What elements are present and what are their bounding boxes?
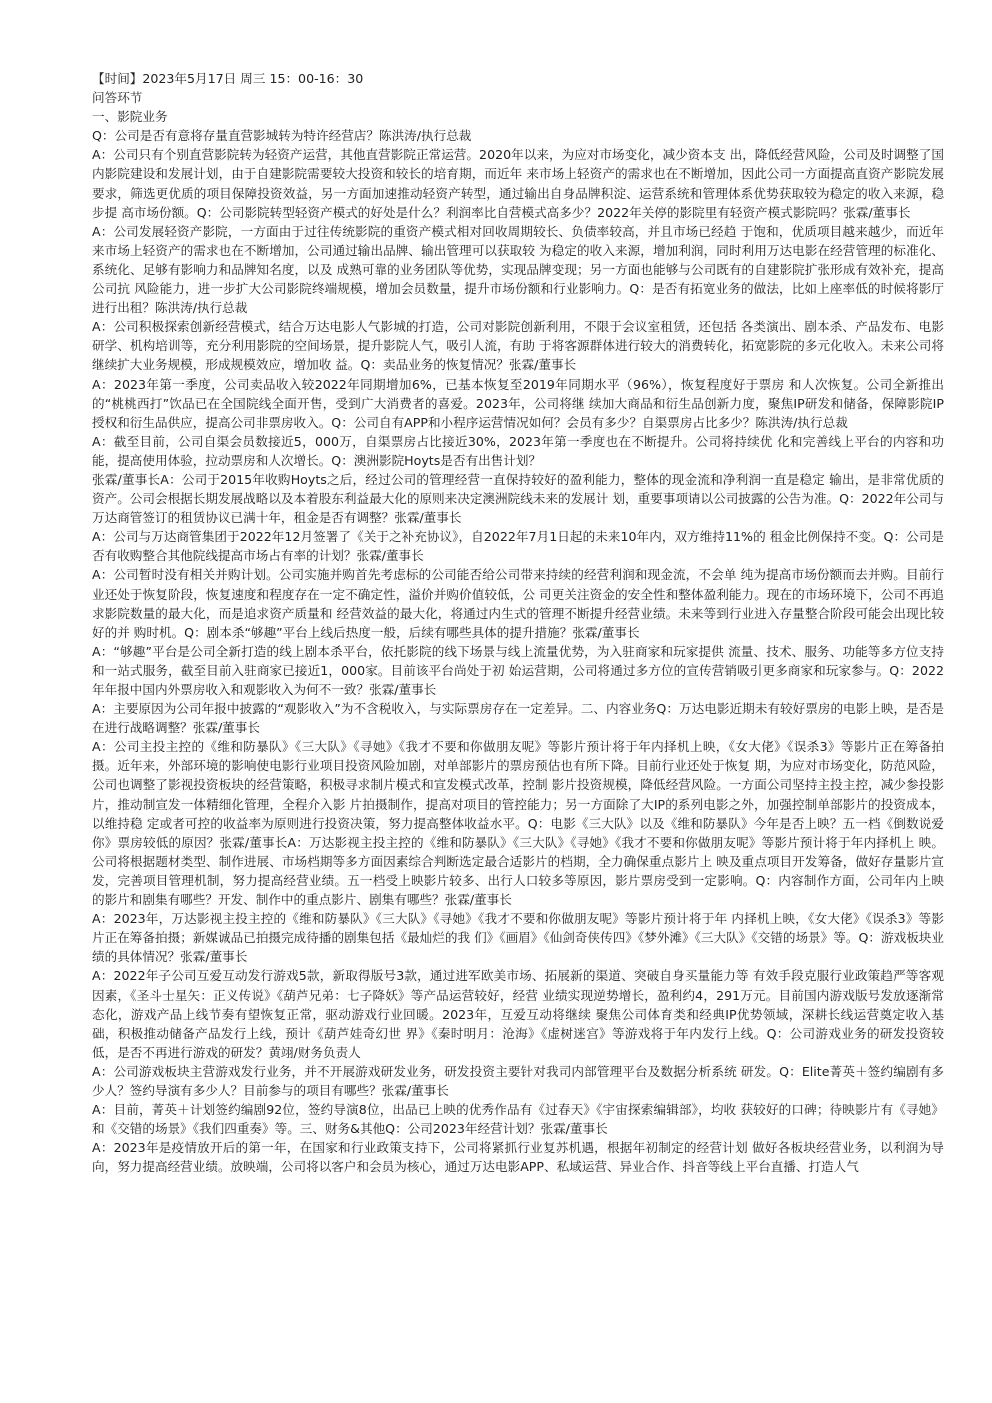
qa-paragraph: A：公司游戏板块主营游戏发行业务，并不开展游戏研发业务，研发投资主要针对我司内部管理平台及数据分析系统 研发。Q：Elite菁英＋签约编剧有多少人？签约导演有多少人？目前参与的项目有哪些？张霖/董事长 xyxy=(92,1063,944,1098)
section-heading-cinema: 一、影院业务 xyxy=(92,109,168,125)
qa-paragraph: 张霖/董事长A：公司于2015年收购Hoyts之后，经过公司的管理经营一直保持较好的盈利能力，整体的现金流和净利润一直是稳定 输出，是非常优质的资产。公司会根据长期发展战略以及本着股东利益最大化的原则来决定澳洲院线未来的发展计 划，重要事项请以公司披露的公告为准。Q：2022年公司与万达商管签订的租赁协议已满十年，租金是否有调整？张霖/董事长 xyxy=(92,471,944,526)
qa-paragraph: A：“够趣”平台是公司全新打造的线上剧本杀平台，依托影院的线下场景与线上流量优势，为入驻商家和玩家提供 流量、技术、服务、功能等多方位支持和一站式服务，截至目前入驻商家已接近1，000家。目前该平台尚处于初 始运营期，公司将通过多方位的宣传营销吸引更多商家和玩家参与。Q：2022年年报中国内外票房收入和观影收入为何不一致？张霖/董事长 xyxy=(92,643,944,697)
qa-paragraph: A：主要原因为公司年报中披露的“观影收入”为不含税收入，与实际票房存在一定差异。二、内容业务Q：万达电影近期未有较好票房的电影上映，是否是在进行战略调整？张霖/董事长 xyxy=(92,701,944,736)
section-qa-title: 问答环节 xyxy=(92,90,143,106)
qa-paragraph: A：公司只有个别直营影院转为轻资产运营，其他直营影院正常运营。2020年以来，为应对市场变化，减少资本支 出，降低经营风险，公司及时调整了国内影院建设和发展计划，由于自建影院需要较大投资和较长的培育期，而近年 来市场上轻资产的需求也在不断增加，因此公司一方面提高直资产影院发展要求，筛选更优质的项目保障投资效益，另一方面加速推动轻资产转型，通过输出自身品牌积淀、运营系统和管理体系优势获取较为稳定的收入来源，稳步提 高市场份额。Q：公司影院转型轻资产模式的好处是什么？利润率比自营模式高多少？2022年关停的影院里有轻资产模式影院吗？张霖/董事长 xyxy=(92,147,944,220)
qa-paragraph: A：公司与万达商管集团于2022年12月签署了《关于之补充协议》，自2022年7月1日起的未来10年内，双方维持11%的 租金比例保持不变。Q：公司是否有收购整合其他院线提高市场占有率的计划？张霖/董事长 xyxy=(92,529,944,564)
qa-paragraph: A：截至目前，公司自渠会员数接近5，000万，自渠票房占比接近30%，2023年第一季度也在不断提升。公司将持续优 化和完善线上平台的内容和功能，提高使用体验，拉动票房和人次增长。Q：澳洲影院Hoyts是否有出售计划？ xyxy=(92,433,944,468)
qa-paragraph: A：公司暂时没有相关并购计划。公司实施并购首先考虑标的公司能否给公司带来持续的经营利润和现金流，不会单 纯为提高市场份额而去并购。目前行业还处于恢复阶段，恢复速度和程度存在一定不确定性，溢价并购价值较低，公 司更关注资金的安全性和整体盈利能力。现在的市场环境下，公司不再追求影院数量的最大化，而是追求资产质量和 经营效益的最大化，将通过内生式的管理不断提升经营业绩。未来等到行业进入存量整合阶段可能会出现比较好的并 购时机。Q：剧本杀“够趣”平台上线后热度一般，后续有哪些具体的提升措施？张霖/董事长 xyxy=(92,567,944,640)
qa-paragraph: A：2022年子公司互爱互动发行游戏5款，新取得版号3款，通过进军欧美市场、拓展新的渠道、突破自身买量能力等 有效手段克服行业政策趋严等客观因素，《圣斗士星矢：正义传说》《葫芦兄弟：七子降妖》等产品运营较好，经营 业绩实现逆势增长，盈利约4，291万元。目前国内游戏版号发放逐渐常态化，游戏产品上线节奏有望恢复正常，驱动游戏行业回暖。2023年，互爱互动将继续 聚焦公司体育类和经典IP优势领域，深耕长线运营奠定收入基础，积极推动储备产品发行上线，预计《葫芦娃奇幻世 界》《秦时明月：沧海》《虚树迷宫》等游戏将于年内发行上线。Q：公司游戏业务的研发投资较低，是否不再进行游戏的研发？黄翊/财务负责人 xyxy=(92,968,944,1060)
qa-paragraph: A：2023年，万达影视主投主控的《维和防暴队》《三大队》《寻她》《我才不要和你做朋友呢》等影片预计将于年 内择机上映，《女大佬》《误杀3》等影片正在筹备拍摄；新媒诚品已拍摄完成待播的剧集包括《最灿烂的我 们》《画眉》《仙剑奇侠传四》《梦外滩》《三大队》《交错的场景》等。Q：游戏板块业绩的具体情况？张霖/董事长 xyxy=(92,911,944,965)
qa-paragraph: A：公司发展轻资产影院，一方面由于过往传统影院的重资产模式相对回收周期较长、负债率较高，并且市场已经趋 于饱和，优质项目越来越少，而近年来市场上轻资产的需求也在不断增加，公司通过输出品牌、输出管理可以获取较 为稳定的收入来源，增加利润，同时利用万达电影在经营管理的标准化、系统化、足够有影响力和品牌知名度，以及 成熟可靠的业务团队等优势，实现品牌变现；另一方面也能够与公司既有的自建影院扩张形成有效补充，提高公司抗 风险能力，进一步扩大公司影院终端规模，增加会员数量，提升市场份额和行业影响力。Q：是否有拓宽业务的做法，比如上座率低的时候将影厅进行出租？陈洪涛/执行总裁 xyxy=(92,223,944,316)
meeting-time: 【时间】2023年5月17日 周三 15：00-16：30 xyxy=(92,71,364,86)
qa-paragraph: A：2023年是疫情放开后的第一年，在国家和行业政策支持下，公司将紧抓行业复苏机遇，根据年初制定的经营计划 做好各板块经营业务，以利润为导向，努力提高经营业绩。放映端，公司将以客户和会员为核心，通过万达电影APP、私域运营、异业合作、抖音等线上平台直播、打造人气 xyxy=(92,1140,944,1175)
qa-paragraph: A：目前，菁英＋计划签约编剧92位，签约导演8位，出品已上映的优秀作品有《过春天》《宇宙探索编辑部》，均收 获较好的口碑；待映影片有《寻她》和《交错的场景》《我们四重奏》等。三、财务&其他Q：公司2023年经营计划？张霖/董事长 xyxy=(92,1102,944,1137)
qa-paragraph: A：公司积极探索创新经营模式，结合万达电影人气影城的打造，公司对影院创新利用，不限于会议室租赁，还包括 各类演出、剧本杀、产品发布、电影研学、机构培训等，充分利用影院的空间场景，提升影院人气，吸引人流，有助 于将客源群体进行较大的消费转化，拓宽影院的多元化收入。未来公司将继续扩大业务规模，形成规模效应，增加收 益。Q：卖品业务的恢复情况？张霖/董事长 xyxy=(92,319,944,373)
document-page xyxy=(92,69,944,1176)
qa-paragraph: A：2023年第一季度，公司卖品收入较2022年同期增加6%，已基本恢复至2019年同期水平（96%），恢复程度好于票房 和人次恢复。公司全新推出的“桃桃西打”饮品已在全国院线全面开售，受到广大消费者的喜爱。2023年，公司将继 续加大商品和衍生品创新力度，聚焦IP研发和储备，保障影院IP授权和衍生品供应，提高公司非票房收入。Q：公司自有APP和小程序运营情况如何？会员有多少？自渠票房占比多少？陈洪涛/执行总裁 xyxy=(92,376,944,430)
qa-paragraph: Q：公司是否有意将存量直营影城转为特许经营店？陈洪涛/执行总裁 xyxy=(92,128,472,144)
qa-paragraph: A：公司主投主控的《维和防暴队》《三大队》《寻她》《我才不要和你做朋友呢》等影片预计将于年内择机上映，《女大佬》《误杀3》等影片正在筹备拍摄。近年来，外部环境的影响使电影行业项目投资风险加剧，对单部影片的票房预估也有所下降。目前行业还处于恢复 期，为应对市场变化，防范风险，公司也调整了影视投资板块的经营策略，积极寻求制片模式和宣发模式改革，控制 影片投资规模，降低经营风险。一方面公司坚持主投主控，减少参投影片，推动制宣发一体精细化管理，全程介入影 片拍摄制作，提高对项目的管控能力；另一方面除了大IP的系列电影之外，加强控制单部影片的投资成本，以维持稳 定或者可控的收益率为原则进行投资决策，努力提高整体收益水平。Q：电影《三大队》以及《维和防暴队》今年是否上映？五一档《倒数说爱你》票房较低的原因？张霖/董事长A：万达影视主投主控的《维和防暴队》《三大队》《寻她》《我才不要和你做朋友呢》等影片预计将于年内择机上 映。公司将根据题材类型、制作进展、市场档期等多方面因素综合判断选定最合适影片的档期，全力确保重点影片上 映及重点项目开发筹备，做好存量影片宣发，完善项目管理机制，努力提高经营业绩。五一档受上映影片较多、出行人口较多等原因，影片票房受到一定影响。Q：内容制作方面，公司年内上映的影片和剧集有哪些？开发、制作中的重点影片、剧集有哪些？张霖/董事长 xyxy=(92,739,944,908)
